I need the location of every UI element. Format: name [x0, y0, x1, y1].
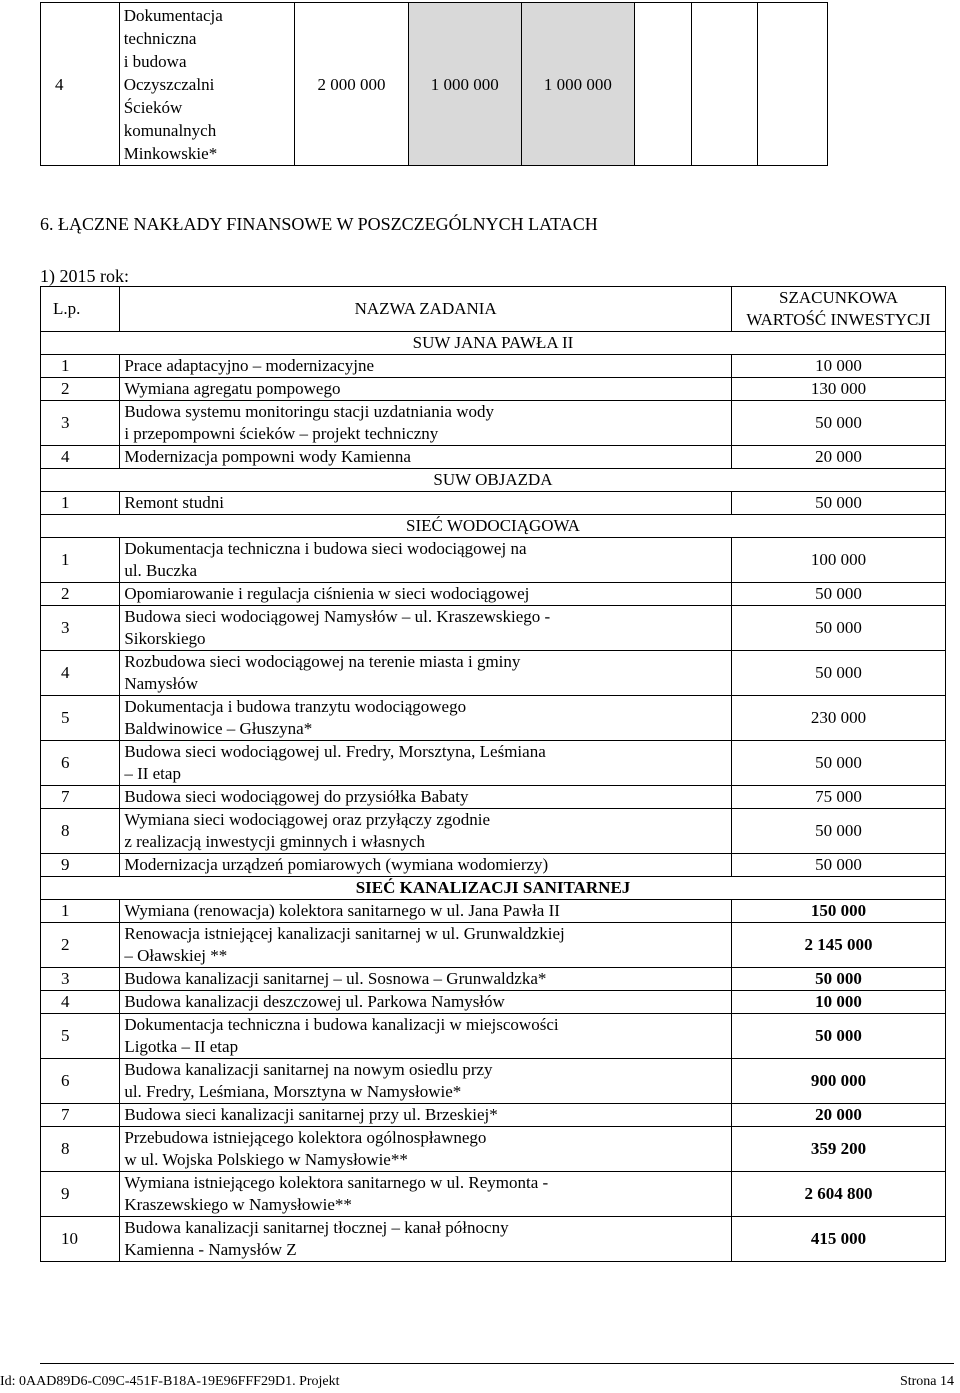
task-name [120, 651, 732, 696]
table-row [41, 741, 946, 786]
row-number: 4 [41, 446, 120, 469]
task-name [120, 991, 732, 1014]
group-title: SIEĆ WODOCIĄGOWA [41, 515, 946, 538]
row-number: 3 [41, 968, 120, 991]
task-name-line: Budowa kanalizacji deszczowej ul. Parkowa Namysłów [124, 992, 505, 1011]
task-name-line: Dokumentacja techniczna i budowa kanalizacji w miejscowości [124, 1015, 559, 1034]
row-number: 5 [41, 1014, 120, 1059]
row-number: 7 [41, 786, 120, 809]
estimated-value: 50 000 [732, 1014, 946, 1059]
estimated-value: 50 000 [732, 492, 946, 515]
task-name [120, 446, 732, 469]
task-name-line: Wymiana (renowacja) kolektora sanitarnego w ul. Jana Pawła II [124, 901, 560, 920]
task-name-line: Wymiana agregatu pompowego [124, 379, 341, 398]
estimated-value: 10 000 [732, 991, 946, 1014]
column-header-value-line: SZACUNKOWA [779, 288, 898, 307]
column-header-name: NAZWA ZADANIA [120, 287, 732, 332]
task-name-line: Renowacja istniejącej kanalizacji sanitarnej w ul. Grunwaldzkiej [124, 924, 565, 943]
task-name-line: Minkowskie* [123, 143, 218, 163]
row-number: 6 [41, 1059, 120, 1104]
task-name-line: Kamienna - Namysłów Z [124, 1240, 297, 1259]
document-id: Id: 0AAD89D6-C09C-451F-B18A-19E96FFF29D1. Projekt [0, 1374, 340, 1389]
task-name-line: Budowa kanalizacji sanitarnej na nowym osiedlu przy [124, 1060, 493, 1079]
task-name [120, 1217, 732, 1262]
task-name-line: i budowa [123, 51, 187, 71]
table-row [41, 3, 828, 166]
table-row [41, 1104, 946, 1127]
row-number: 9 [41, 854, 120, 877]
task-name [120, 923, 732, 968]
estimated-value: 359 200 [732, 1127, 946, 1172]
task-name-line: – Oławskiej ** [124, 946, 228, 965]
estimated-value: 415 000 [732, 1217, 946, 1262]
task-name [120, 1059, 732, 1104]
task-name-line: Opomiarowanie i regulacja ciśnienia w sieci wodociągowej [124, 584, 530, 603]
footer-divider [40, 1363, 954, 1364]
section-heading: 6. ŁĄCZNE NAKŁADY FINANSOWE W POSZCZEGÓLNYCH LATACH [40, 214, 598, 234]
group-row [41, 877, 946, 900]
estimated-value: 20 000 [732, 446, 946, 469]
table-row [41, 492, 946, 515]
continuation-table [40, 2, 828, 166]
table-row [41, 1172, 946, 1217]
table-row [41, 1217, 946, 1262]
year-heading: 1) 2015 rok: [40, 266, 129, 286]
estimated-value: 50 000 [732, 809, 946, 854]
estimated-value: 50 000 [732, 651, 946, 696]
header-row [41, 287, 946, 332]
row-number: 5 [41, 696, 120, 741]
row-number: 6 [41, 741, 120, 786]
task-name-line: Remont studni [124, 493, 224, 512]
task-name-line: ul. Buczka [124, 561, 198, 580]
task-name-line: ul. Fredry, Leśmiana, Morsztyna w Namysłowie* [124, 1082, 462, 1101]
estimated-value: 75 000 [732, 786, 946, 809]
task-name-line: Budowa sieci wodociągowej Namysłów – ul. Kraszewskiego - [124, 607, 551, 626]
table-row [41, 378, 946, 401]
row-number: 9 [41, 1172, 120, 1217]
row-number: 7 [41, 1104, 120, 1127]
task-name-line: Oczyszczalni [123, 74, 215, 94]
row-number: 8 [41, 809, 120, 854]
table-row [41, 786, 946, 809]
task-name-line: Budowa sieci wodociągowej ul. Fredry, Morsztyna, Leśmiana [124, 742, 546, 761]
table-body [41, 332, 946, 1262]
task-name-line: Budowa kanalizacji sanitarnej – ul. Sosnowa – Grunwaldzka* [124, 969, 547, 988]
task-name [120, 786, 732, 809]
group-row [41, 515, 946, 538]
task-name-line: z realizacją inwestycji gminnych i własnych [124, 832, 426, 851]
task-name-line: Budowa sieci wodociągowej do przysiółka Babaty [124, 787, 469, 806]
task-name [120, 1014, 732, 1059]
task-name [120, 378, 732, 401]
row-number: 2 [41, 583, 120, 606]
task-name-line: Kraszewskiego w Namysłowie** [124, 1195, 352, 1214]
table-row [41, 538, 946, 583]
row-number: 1 [41, 538, 120, 583]
table-row [41, 991, 946, 1014]
task-name [120, 1127, 732, 1172]
column-header-value-line: WARTOŚĆ INWESTYCJI [746, 310, 931, 329]
table-row [41, 696, 946, 741]
task-name-line: Dokumentacja [123, 5, 223, 25]
row-number: 1 [41, 492, 120, 515]
table-row [41, 651, 946, 696]
task-name-line: Sikorskiego [124, 629, 206, 648]
task-name-line: Wymiana sieci wodociągowej oraz przyłączy zgodnie [124, 810, 491, 829]
estimated-value: 50 000 [732, 583, 946, 606]
group-title: SUW JANA PAWŁA II [41, 332, 946, 355]
task-name-line: Przebudowa istniejącego kolektora ogólnospławnego [124, 1128, 487, 1147]
estimated-value: 50 000 [732, 741, 946, 786]
table-row [41, 401, 946, 446]
task-name [120, 538, 732, 583]
task-name [120, 583, 732, 606]
row-number: 2 [41, 923, 120, 968]
table-row [41, 1059, 946, 1104]
task-name-line: Wymiana istniejącego kolektora sanitarnego w ul. Reymonta - [124, 1173, 549, 1192]
group-title: SIEĆ KANALIZACJI SANITARNEJ [41, 877, 946, 900]
task-name-line: i przepompowni ścieków – projekt techniczny [124, 424, 439, 443]
group-title: SUW OBJAZDA [41, 469, 946, 492]
row-number: 2 [41, 378, 120, 401]
task-name [120, 854, 732, 877]
task-name-line: Budowa sieci kanalizacji sanitarnej przy ul. Brzeskiej* [124, 1105, 498, 1124]
task-name-line: Ligotka – II etap [124, 1037, 239, 1056]
table-row [41, 809, 946, 854]
row-number: 3 [41, 401, 120, 446]
task-name-line: Budowa systemu monitoringu stacji uzdatniania wody [124, 402, 495, 421]
estimated-value: 50 000 [732, 401, 946, 446]
task-name-line: Rozbudowa sieci wodociągowej na terenie miasta i gminy [124, 652, 521, 671]
empty-cell [757, 3, 827, 166]
total-value: 2 000 000 [295, 3, 408, 166]
column-header-value [732, 287, 946, 332]
task-name-line: Modernizacja urządzeń pomiarowych (wymiana wodomierzy) [124, 855, 549, 874]
estimated-value: 50 000 [732, 968, 946, 991]
estimated-value: 230 000 [732, 696, 946, 741]
task-name [120, 1104, 732, 1127]
task-name-line: w ul. Wojska Polskiego w Namysłowie** [124, 1150, 408, 1169]
year-value: 1 000 000 [521, 3, 634, 166]
task-name-line: – II etap [124, 764, 181, 783]
row-number: 4 [41, 991, 120, 1014]
task-name-line: Ścieków [123, 97, 183, 117]
task-name [120, 968, 732, 991]
table-row [41, 1014, 946, 1059]
task-name-line: techniczna [123, 28, 197, 48]
estimated-value: 130 000 [732, 378, 946, 401]
estimated-value: 150 000 [732, 900, 946, 923]
task-name [120, 492, 732, 515]
table-row [41, 854, 946, 877]
task-name [120, 809, 732, 854]
row-number: 10 [41, 1217, 120, 1262]
row-number: 1 [41, 355, 120, 378]
row-number: 4 [41, 3, 120, 166]
estimated-value: 10 000 [732, 355, 946, 378]
task-name [120, 900, 732, 923]
group-row [41, 332, 946, 355]
estimated-value: 50 000 [732, 606, 946, 651]
table-row [41, 923, 946, 968]
investment-table [40, 286, 946, 1262]
task-name-line: Dokumentacja techniczna i budowa sieci wodociągowej na [124, 539, 527, 558]
estimated-value: 100 000 [732, 538, 946, 583]
task-name-line: Modernizacja pompowni wody Kamienna [124, 447, 411, 466]
empty-cell [634, 3, 691, 166]
empty-cell [692, 3, 758, 166]
task-name [120, 606, 732, 651]
estimated-value: 900 000 [732, 1059, 946, 1104]
task-name-line: Budowa kanalizacji sanitarnej tłocznej – kanał północny [124, 1218, 509, 1237]
table-row [41, 355, 946, 378]
row-number: 8 [41, 1127, 120, 1172]
task-name [120, 1172, 732, 1217]
table-row [41, 583, 946, 606]
estimated-value: 2 604 800 [732, 1172, 946, 1217]
group-row [41, 469, 946, 492]
estimated-value: 20 000 [732, 1104, 946, 1127]
row-number: 4 [41, 651, 120, 696]
task-name [120, 741, 732, 786]
year-value: 1 000 000 [408, 3, 521, 166]
row-number: 1 [41, 900, 120, 923]
table-row [41, 446, 946, 469]
task-name-line: Namysłów [124, 674, 198, 693]
estimated-value: 50 000 [732, 854, 946, 877]
row-number: 3 [41, 606, 120, 651]
task-name [120, 696, 732, 741]
task-name-line: Prace adaptacyjno – modernizacyjne [124, 356, 374, 375]
table-row [41, 968, 946, 991]
estimated-value: 2 145 000 [732, 923, 946, 968]
task-name [119, 3, 295, 166]
table-row [41, 606, 946, 651]
task-name [120, 401, 732, 446]
table-row [41, 1127, 946, 1172]
table-row [41, 900, 946, 923]
page-number: Strona 14 [899, 1374, 954, 1389]
task-name-line: komunalnych [123, 120, 217, 140]
column-header-lp: L.p. [41, 287, 120, 332]
task-name-line: Dokumentacja i budowa tranzytu wodociągowego [124, 697, 467, 716]
task-name-line: Baldwinowice – Głuszyna* [124, 719, 313, 738]
task-name [120, 355, 732, 378]
